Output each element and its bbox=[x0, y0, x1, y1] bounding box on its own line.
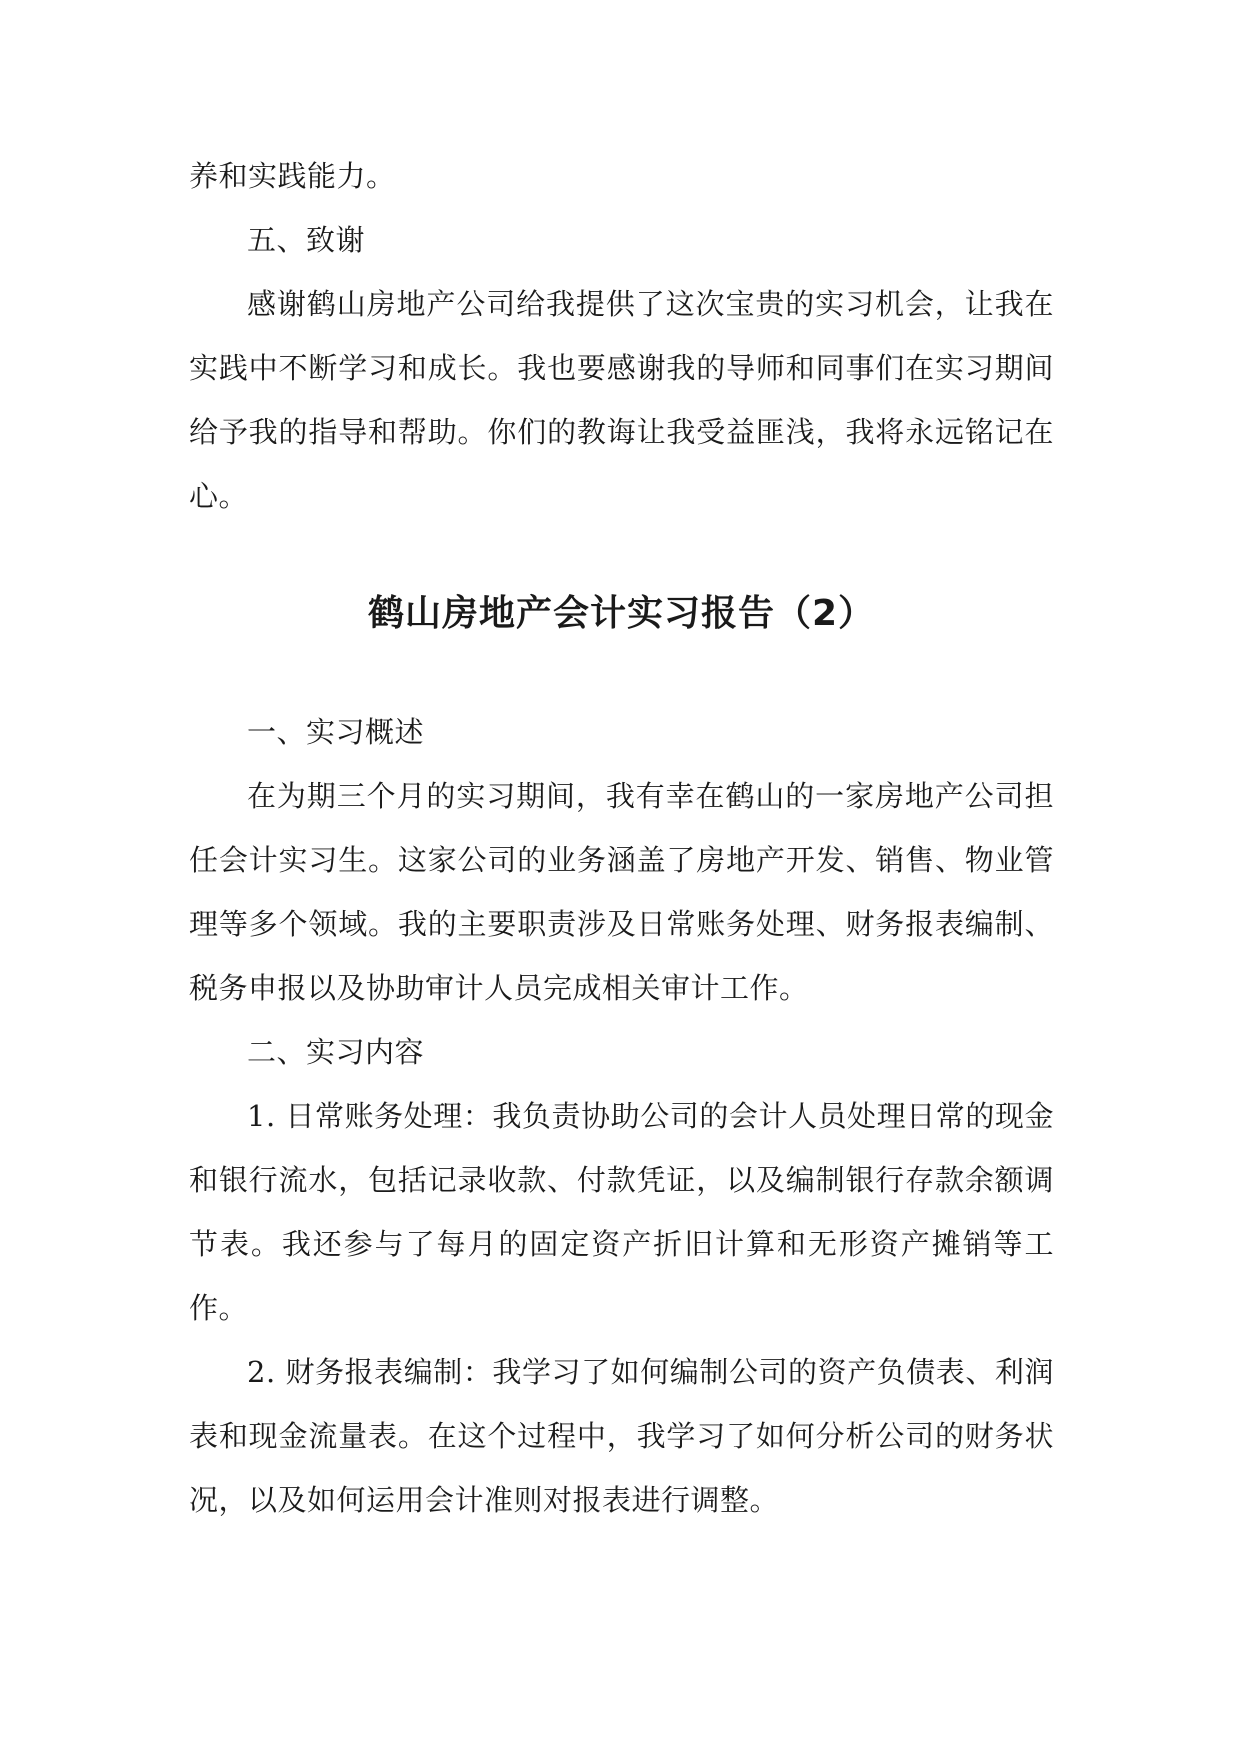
content-item-financial-statements: 2. 财务报表编制：我学习了如何编制公司的资产负债表、利润表和现金流量表。在这个过程中，我学习了如何分析公司的财务状况，以及如何运用会计准则对报表进行调整。 bbox=[189, 1355, 1054, 1517]
document-body bbox=[189, 144, 1054, 1532]
heading-content: 二、实习内容 bbox=[247, 1035, 425, 1069]
report-title: 鹤山房地产会计实习报告（2） bbox=[367, 593, 876, 634]
overview-paragraph: 在为期三个月的实习期间，我有幸在鹤山的一家房地产公司担任会计实习生。这家公司的业务涵盖了房地产开发、销售、物业管理等多个领域。我的主要职责涉及日常账务处理、财务报表编制、税务申报以及协助审计人员完成相关审计工作。 bbox=[189, 779, 1054, 1005]
heading-overview: 一、实习概述 bbox=[247, 715, 425, 749]
acknowledgements-paragraph: 感谢鹤山房地产公司给我提供了这次宝贵的实习机会，让我在实践中不断学习和成长。我也要感谢我的导师和同事们在实习期间给予我的指导和帮助。你们的教诲让我受益匪浅，我将永远铭记在心。 bbox=[189, 287, 1054, 513]
continued-paragraph-tail: 养和实践能力。 bbox=[189, 159, 396, 193]
heading-acknowledgements: 五、致谢 bbox=[247, 223, 366, 257]
content-item-bookkeeping: 1. 日常账务处理：我负责协助公司的会计人员处理日常的现金和银行流水，包括记录收款、付款凭证，以及编制银行存款余额调节表。我还参与了每月的固定资产折旧计算和无形资产摊销等工作。 bbox=[189, 1099, 1054, 1325]
